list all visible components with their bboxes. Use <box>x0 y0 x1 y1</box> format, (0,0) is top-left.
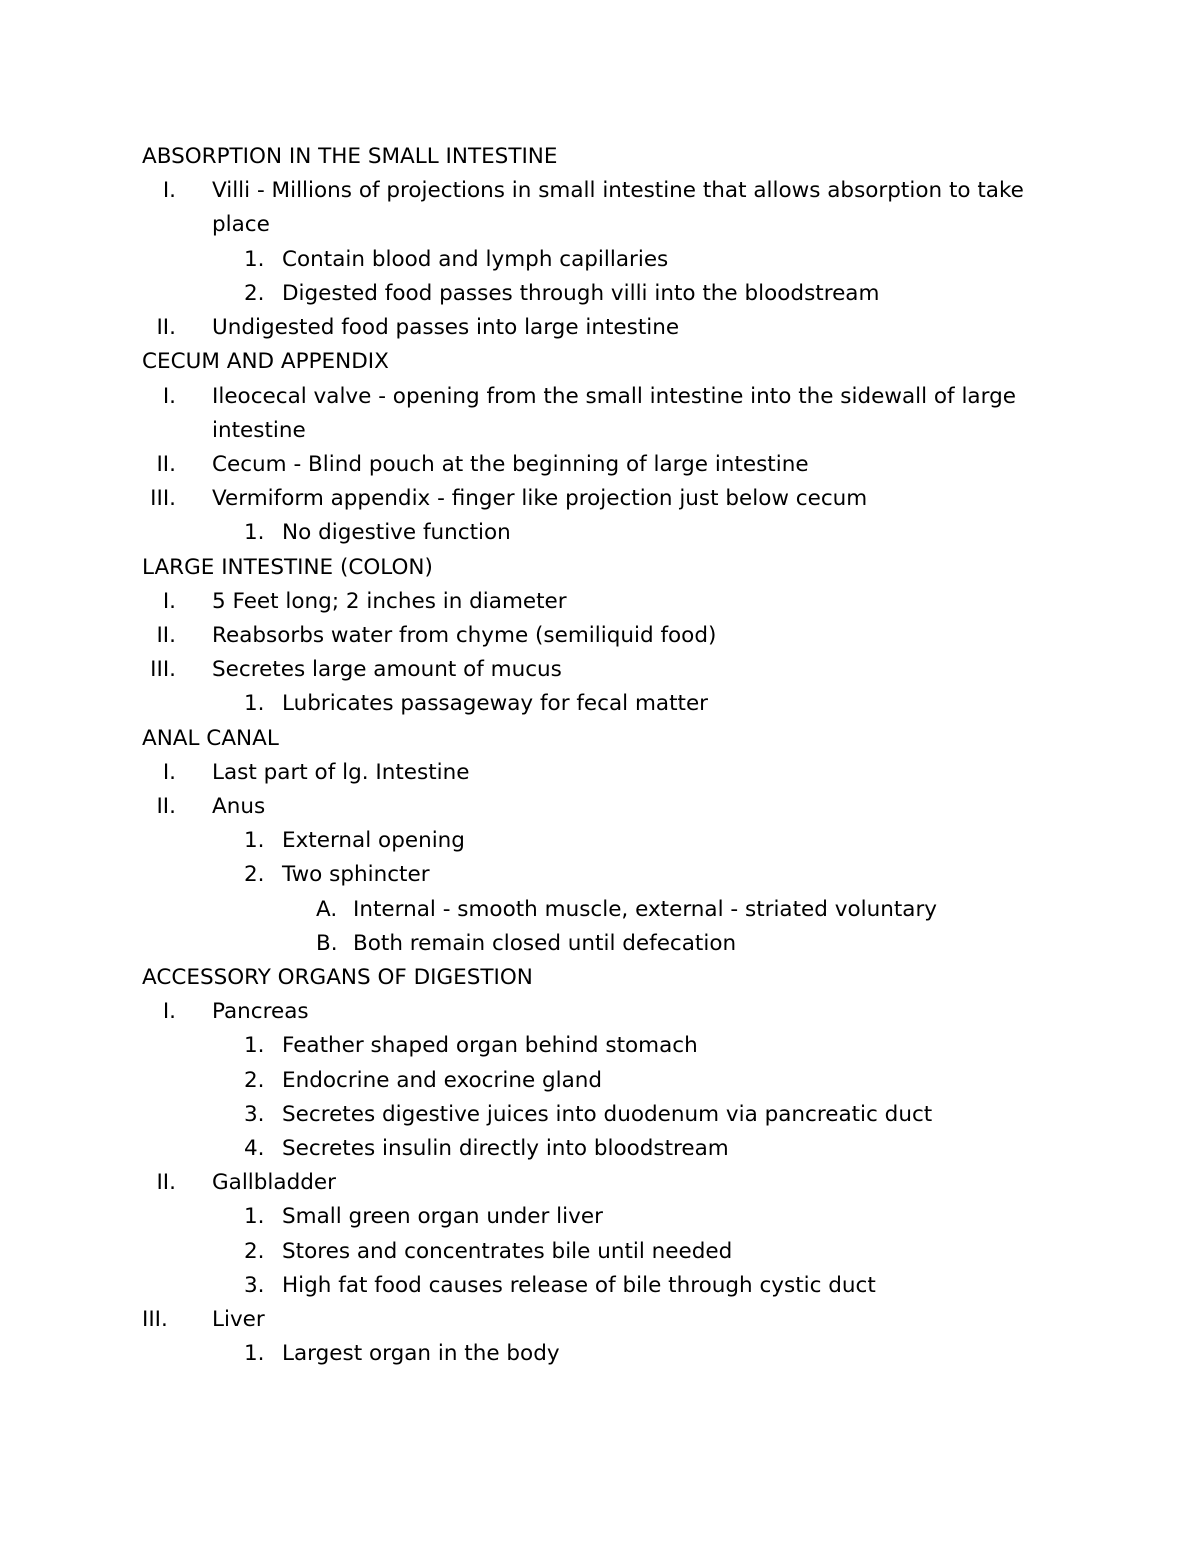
item-text: Secretes large amount of mucus <box>212 657 562 682</box>
section-heading: LARGE INTESTINE (COLON) <box>142 555 433 580</box>
number-marker: 3. <box>244 1273 265 1298</box>
number-marker: 4. <box>244 1136 265 1161</box>
item-text: Liver <box>212 1307 265 1332</box>
outline-item <box>0 758 1200 788</box>
subitem-text: External opening <box>282 828 465 853</box>
outline-subitem <box>0 1237 1200 1267</box>
outline-subitem <box>0 1271 1200 1301</box>
number-marker: 2. <box>244 1239 265 1264</box>
outline-item <box>0 382 1200 412</box>
outline-subitem <box>0 689 1200 719</box>
item-text-continued: intestine <box>212 418 306 443</box>
subitem-text: No digestive function <box>282 520 511 545</box>
section-heading: ACCESSORY ORGANS OF DIGESTION <box>142 965 533 990</box>
roman-marker: II. <box>156 452 176 477</box>
outline-subitem <box>0 518 1200 548</box>
item-text: Pancreas <box>212 999 309 1024</box>
outline-item <box>0 997 1200 1027</box>
number-marker: 1. <box>244 247 265 272</box>
roman-marker: I. <box>162 384 176 409</box>
roman-marker: I. <box>162 589 176 614</box>
outline-subitem <box>0 826 1200 856</box>
roman-marker: I. <box>162 999 176 1024</box>
number-marker: 1. <box>244 1204 265 1229</box>
subsubitem-text: Internal - smooth muscle, external - striated voluntary <box>353 897 938 922</box>
section-heading: ABSORPTION IN THE SMALL INTESTINE <box>142 144 558 169</box>
number-marker: 1. <box>244 1341 265 1366</box>
roman-marker: II. <box>156 315 176 340</box>
roman-marker: III. <box>150 486 176 511</box>
outline-subsubitem <box>0 895 1200 925</box>
letter-marker: B. <box>316 931 338 956</box>
item-text: Ileocecal valve - opening from the small intestine into the sidewall of large <box>212 384 1016 409</box>
item-text: 5 Feet long; 2 inches in diameter <box>212 589 567 614</box>
subitem-text: Lubricates passageway for fecal matter <box>282 691 709 716</box>
item-text: Cecum - Blind pouch at the beginning of large intestine <box>212 452 809 477</box>
roman-marker: II. <box>156 1170 176 1195</box>
roman-marker: I. <box>162 178 176 203</box>
subitem-text: Digested food passes through villi into the bloodstream <box>282 281 880 306</box>
outline-item <box>0 792 1200 822</box>
item-text: Villi - Millions of projections in small intestine that allows absorption to take <box>212 178 1024 203</box>
roman-marker: III. <box>142 1307 168 1332</box>
outline-subitem <box>0 1031 1200 1061</box>
roman-marker: I. <box>162 760 176 785</box>
outline-subitem <box>0 1202 1200 1232</box>
number-marker: 3. <box>244 1102 265 1127</box>
subitem-text: Endocrine and exocrine gland <box>282 1068 603 1093</box>
subitem-text: Largest organ in the body <box>282 1341 560 1366</box>
subitem-text: Secretes insulin directly into bloodstream <box>282 1136 729 1161</box>
roman-marker: II. <box>156 623 176 648</box>
subitem-text: Small green organ under liver <box>282 1204 603 1229</box>
subitem-text: Stores and concentrates bile until needed <box>282 1239 733 1264</box>
number-marker: 1. <box>244 691 265 716</box>
item-text: Reabsorbs water from chyme (semiliquid food) <box>212 623 717 648</box>
subitem-text: Secretes digestive juices into duodenum via pancreatic duct <box>282 1102 933 1127</box>
number-marker: 1. <box>244 828 265 853</box>
subitem-text: Two sphincter <box>282 862 430 887</box>
outline-item <box>0 655 1200 685</box>
item-text: Last part of lg. Intestine <box>212 760 470 785</box>
roman-marker: III. <box>150 657 176 682</box>
outline-item <box>0 1305 1200 1335</box>
section-heading: CECUM AND APPENDIX <box>142 349 389 374</box>
number-marker: 1. <box>244 1033 265 1058</box>
outline-subitem <box>0 1339 1200 1369</box>
subitem-text: Feather shaped organ behind stomach <box>282 1033 698 1058</box>
roman-marker: II. <box>156 794 176 819</box>
subitem-text: High fat food causes release of bile through cystic duct <box>282 1273 876 1298</box>
item-text: Gallbladder <box>212 1170 336 1195</box>
outline-subitem <box>0 860 1200 890</box>
item-text: Undigested food passes into large intestine <box>212 315 680 340</box>
item-text-continued: place <box>212 212 270 237</box>
outline-item <box>0 176 1200 206</box>
outline-subitem <box>0 1134 1200 1164</box>
outline-subsubitem <box>0 929 1200 959</box>
number-marker: 1. <box>244 520 265 545</box>
letter-marker: A. <box>316 897 338 922</box>
subitem-text: Contain blood and lymph capillaries <box>282 247 669 272</box>
item-text: Anus <box>212 794 266 819</box>
subsubitem-text: Both remain closed until defecation <box>353 931 737 956</box>
outline-item <box>0 450 1200 480</box>
outline-item <box>0 1168 1200 1198</box>
number-marker: 2. <box>244 281 265 306</box>
outline-subitem <box>0 1066 1200 1096</box>
outline-subitem <box>0 279 1200 309</box>
outline-item <box>0 621 1200 651</box>
number-marker: 2. <box>244 862 265 887</box>
number-marker: 2. <box>244 1068 265 1093</box>
outline-subitem <box>0 1100 1200 1130</box>
outline-item <box>0 587 1200 617</box>
item-text: Vermiform appendix - finger like projection just below cecum <box>212 486 868 511</box>
outline-item <box>0 484 1200 514</box>
outline-item <box>0 313 1200 343</box>
outline-subitem <box>0 245 1200 275</box>
section-heading: ANAL CANAL <box>142 726 279 751</box>
